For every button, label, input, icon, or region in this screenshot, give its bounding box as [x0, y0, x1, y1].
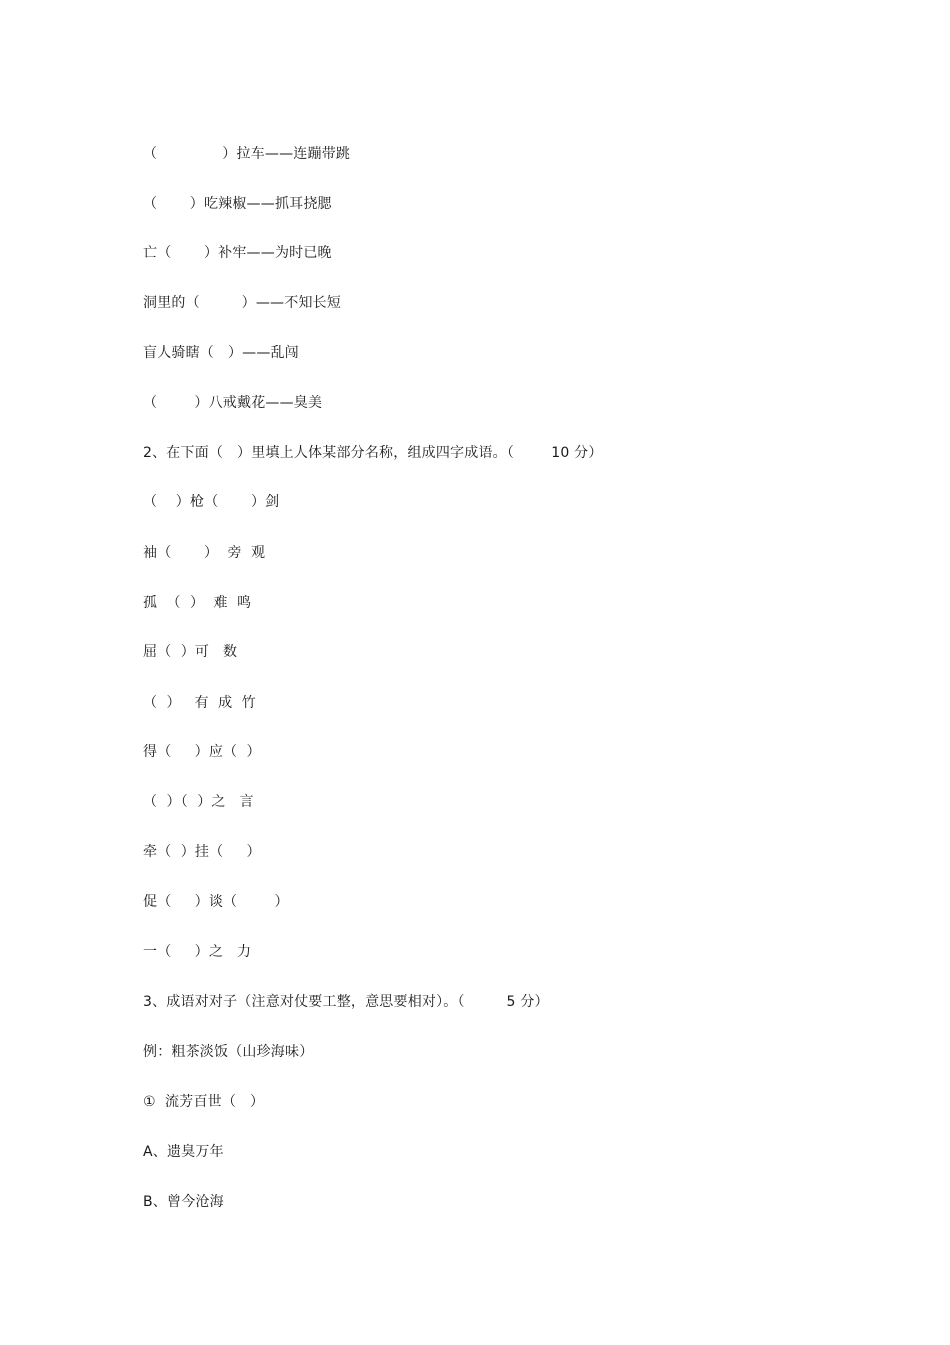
idiom-line-3: 亡（ ）补牢——为时已晚: [143, 245, 332, 261]
fill-blank-line-2: 袖（ ） 旁 观: [143, 545, 266, 561]
fill-blank-line-10: 一（ ）之 力: [143, 944, 252, 960]
question-2-heading: 2、在下面（ ）里填上人体某部分名称，组成四字成语。（ 10 分）: [143, 445, 603, 461]
question-3-heading: 3、成语对对子（注意对仗要工整，意思要相对）。（ 5 分）: [143, 994, 549, 1010]
idiom-line-2: （ ）吃辣椒——抓耳挠腮: [143, 196, 332, 212]
fill-blank-line-3: 孤 （ ） 难 鸣: [143, 595, 252, 611]
fill-blank-line-7: （ ）（ ）之 言: [143, 794, 254, 810]
idiom-line-1: （ ）拉车——连蹦带跳: [143, 146, 351, 162]
fill-blank-line-1: （ ）枪（ ）剑: [143, 494, 280, 510]
fill-blank-line-4: 屈（ ）可 数: [143, 644, 238, 660]
fill-blank-line-5: （ ） 有 成 竹: [143, 695, 256, 711]
idiom-line-6: （ ）八戒戴花——臭美: [143, 395, 323, 411]
idiom-line-5: 盲人骑瞎（ ）——乱闯: [143, 345, 299, 361]
fill-blank-line-9: 促（ ）谈（ ）: [143, 894, 289, 910]
idiom-line-4: 洞里的（ ）——不知长短: [143, 295, 342, 311]
example-line: 例：粗茶淡饭（山珍海味）: [143, 1044, 314, 1060]
option-b: B、曾今沧海: [143, 1194, 224, 1210]
item-1-line: ① 流芳百世（ ）: [143, 1094, 265, 1110]
fill-blank-line-6: 得（ ）应（ ）: [143, 744, 261, 760]
option-a: A、遗臭万年: [143, 1144, 224, 1160]
fill-blank-line-8: 牵（ ）挂（ ）: [143, 844, 261, 860]
